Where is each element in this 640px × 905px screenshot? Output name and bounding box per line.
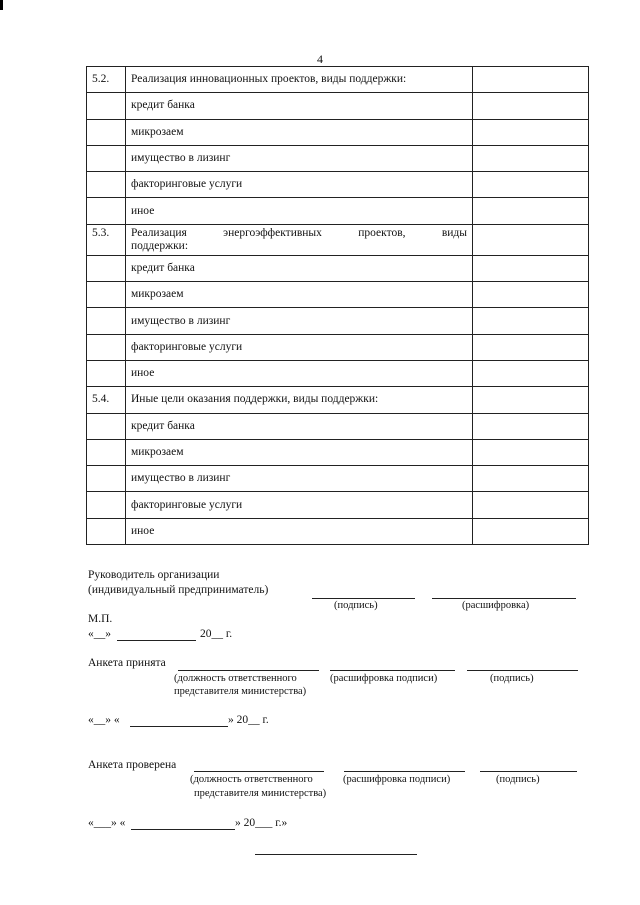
number-cell (87, 282, 126, 308)
signature-line[interactable] (480, 771, 577, 772)
head-title: Руководитель организации (88, 569, 220, 581)
table-row (87, 255, 589, 281)
item-label: имущество в лизинг (126, 466, 473, 492)
position-line[interactable] (194, 771, 324, 772)
support-types-table (86, 66, 589, 545)
table-row (87, 466, 589, 492)
scan-corner-mark (0, 0, 3, 10)
table-row-section-header (87, 387, 589, 413)
table-row (87, 198, 589, 224)
table-row (87, 282, 589, 308)
decoding-caption: (расшифровка подписи) (343, 774, 451, 785)
table-row (87, 518, 589, 544)
table-row (87, 145, 589, 171)
value-cell[interactable] (473, 413, 589, 439)
number-cell (87, 492, 126, 518)
value-cell[interactable] (473, 67, 589, 93)
section-title-line: поддержки: (131, 239, 189, 252)
value-cell[interactable] (473, 387, 589, 413)
table-row (87, 492, 589, 518)
table-row (87, 308, 589, 334)
accepted-label: Анкета принята (88, 657, 166, 669)
value-cell[interactable] (473, 518, 589, 544)
value-cell[interactable] (473, 308, 589, 334)
item-label: имущество в лизинг (126, 145, 473, 171)
position-caption: представителя министерства) (194, 788, 327, 799)
value-cell[interactable] (473, 172, 589, 198)
signature-caption: (подпись) (496, 774, 540, 785)
value-cell[interactable] (473, 282, 589, 308)
signature-caption: (подпись) (490, 673, 534, 684)
number-cell (87, 93, 126, 119)
number-cell (87, 466, 126, 492)
table-row (87, 413, 589, 439)
position-line[interactable] (178, 670, 319, 671)
value-cell[interactable] (473, 255, 589, 281)
value-cell[interactable] (473, 224, 589, 255)
section-number: 5.2. (87, 67, 126, 93)
number-cell (87, 198, 126, 224)
number-cell (87, 119, 126, 145)
value-cell[interactable] (473, 119, 589, 145)
item-label: кредит банка (126, 255, 473, 281)
item-label: кредит банка (126, 93, 473, 119)
value-cell[interactable] (473, 439, 589, 465)
item-label: кредит банка (126, 413, 473, 439)
checked-date-right: » 20___ г.» (235, 817, 288, 829)
date-day: «__» (88, 628, 111, 640)
checked-date-left: «___» « (88, 817, 126, 829)
signature-line[interactable] (312, 598, 415, 599)
value-cell[interactable] (473, 198, 589, 224)
value-cell[interactable] (473, 466, 589, 492)
position-caption: представителя министерства) (174, 686, 307, 697)
section-number: 5.4. (87, 387, 126, 413)
number-cell (87, 145, 126, 171)
decoding-line[interactable] (344, 771, 465, 772)
table-row (87, 334, 589, 360)
item-label: иное (126, 198, 473, 224)
decoding-caption: (расшифровка) (462, 600, 530, 611)
number-cell (87, 172, 126, 198)
section-title: Иные цели оказания поддержки, виды поддержки: (126, 387, 473, 413)
section-title: Реализация инновационных проектов, виды поддержки: (126, 67, 473, 93)
value-cell[interactable] (473, 492, 589, 518)
table-row (87, 439, 589, 465)
value-cell[interactable] (473, 145, 589, 171)
table-row (87, 360, 589, 386)
item-label: факторинговые услуги (126, 172, 473, 198)
table-row-section-header (87, 67, 589, 93)
decoding-line[interactable] (330, 670, 455, 671)
value-cell[interactable] (473, 334, 589, 360)
item-label: факторинговые услуги (126, 334, 473, 360)
number-cell (87, 334, 126, 360)
position-caption: (должность ответственного (190, 774, 313, 785)
table-row (87, 93, 589, 119)
seal-label: М.П. (88, 613, 113, 625)
signature-line[interactable] (467, 670, 578, 671)
section-number: 5.3. (87, 224, 126, 255)
table-row-section-header (87, 224, 589, 255)
checked-date-line[interactable] (131, 829, 235, 830)
number-cell (87, 439, 126, 465)
section-title (126, 224, 473, 255)
item-label: иное (126, 518, 473, 544)
table-row (87, 172, 589, 198)
section-title-line: Реализация энергоэффективных проектов, виды (131, 226, 467, 239)
accepted-date-right: » 20__ г. (228, 714, 269, 726)
item-label: микрозаем (126, 282, 473, 308)
item-label: микрозаем (126, 119, 473, 145)
position-caption: (должность ответственного (174, 673, 297, 684)
number-cell (87, 413, 126, 439)
decoding-line[interactable] (432, 598, 576, 599)
number-cell (87, 360, 126, 386)
page-number: 4 (317, 52, 323, 66)
number-cell (87, 518, 126, 544)
item-label: имущество в лизинг (126, 308, 473, 334)
checked-label: Анкета проверена (88, 759, 177, 771)
accepted-date-left: «__» « (88, 714, 120, 726)
number-cell (87, 308, 126, 334)
table-row (87, 119, 589, 145)
value-cell[interactable] (473, 360, 589, 386)
date-month-line[interactable] (117, 640, 196, 641)
value-cell[interactable] (473, 93, 589, 119)
decoding-caption: (расшифровка подписи) (330, 673, 438, 684)
signature-caption: (подпись) (334, 600, 378, 611)
item-label: факторинговые услуги (126, 492, 473, 518)
item-label: микрозаем (126, 439, 473, 465)
closing-separator (255, 854, 417, 855)
accepted-date-line[interactable] (130, 726, 228, 727)
number-cell (87, 255, 126, 281)
date-year: 20__ г. (200, 628, 233, 640)
item-label: иное (126, 360, 473, 386)
head-title-sub: (индивидуальный предприниматель) (88, 584, 269, 596)
